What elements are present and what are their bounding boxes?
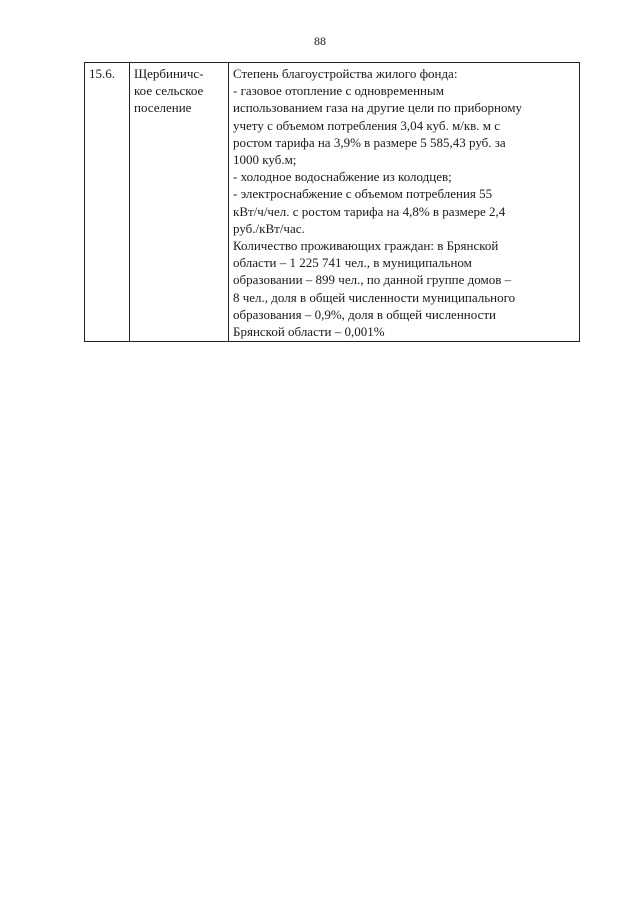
description-line: использованием газа на другие цели по приборному [233, 100, 522, 116]
description-line: - холодное водоснабжение из колодцев; [233, 169, 452, 185]
table-row [85, 63, 580, 342]
description-line: кВт/ч/чел. с ростом тарифа на 4,8% в размере 2,4 [233, 203, 506, 219]
description-line: образования – 0,9%, доля в общей численности [233, 306, 496, 322]
row-number: 15.6. [89, 66, 115, 81]
description-line: учету с объемом потребления 3,04 куб. м/кв. м с [233, 117, 501, 133]
description-line: ростом тарифа на 3,9% в размере 5 585,43 руб. за [233, 134, 506, 150]
description-line: руб./кВт/час. [233, 220, 305, 236]
description-line: - электроснабжение с объемом потребления 55 [233, 186, 493, 202]
description-cell [229, 63, 580, 342]
page-number: 88 [314, 34, 326, 48]
settlement-name-cell [130, 63, 229, 342]
description-line: - газовое отопление с одновременным [233, 83, 444, 99]
description-line: Брянской области – 0,001% [233, 324, 385, 340]
description-line: 8 чел., доля в общей численности муниципального [233, 289, 516, 305]
description-line: образовании – 899 чел., по данной группе домов – [233, 272, 512, 288]
description-line: Количество проживающих граждан: в Брянской [233, 238, 499, 254]
description-line: 1000 куб.м; [233, 152, 297, 168]
settlement-name-line: кое сельское [134, 83, 204, 99]
document-table [84, 62, 580, 342]
settlement-name-line: поселение [134, 100, 192, 116]
description-line: Степень благоустройства жилого фонда: [233, 66, 458, 81]
settlement-name-line: Щербиничс- [134, 66, 204, 81]
description-line: области – 1 225 741 чел., в муниципальном [233, 255, 472, 271]
row-number-cell [85, 63, 130, 342]
